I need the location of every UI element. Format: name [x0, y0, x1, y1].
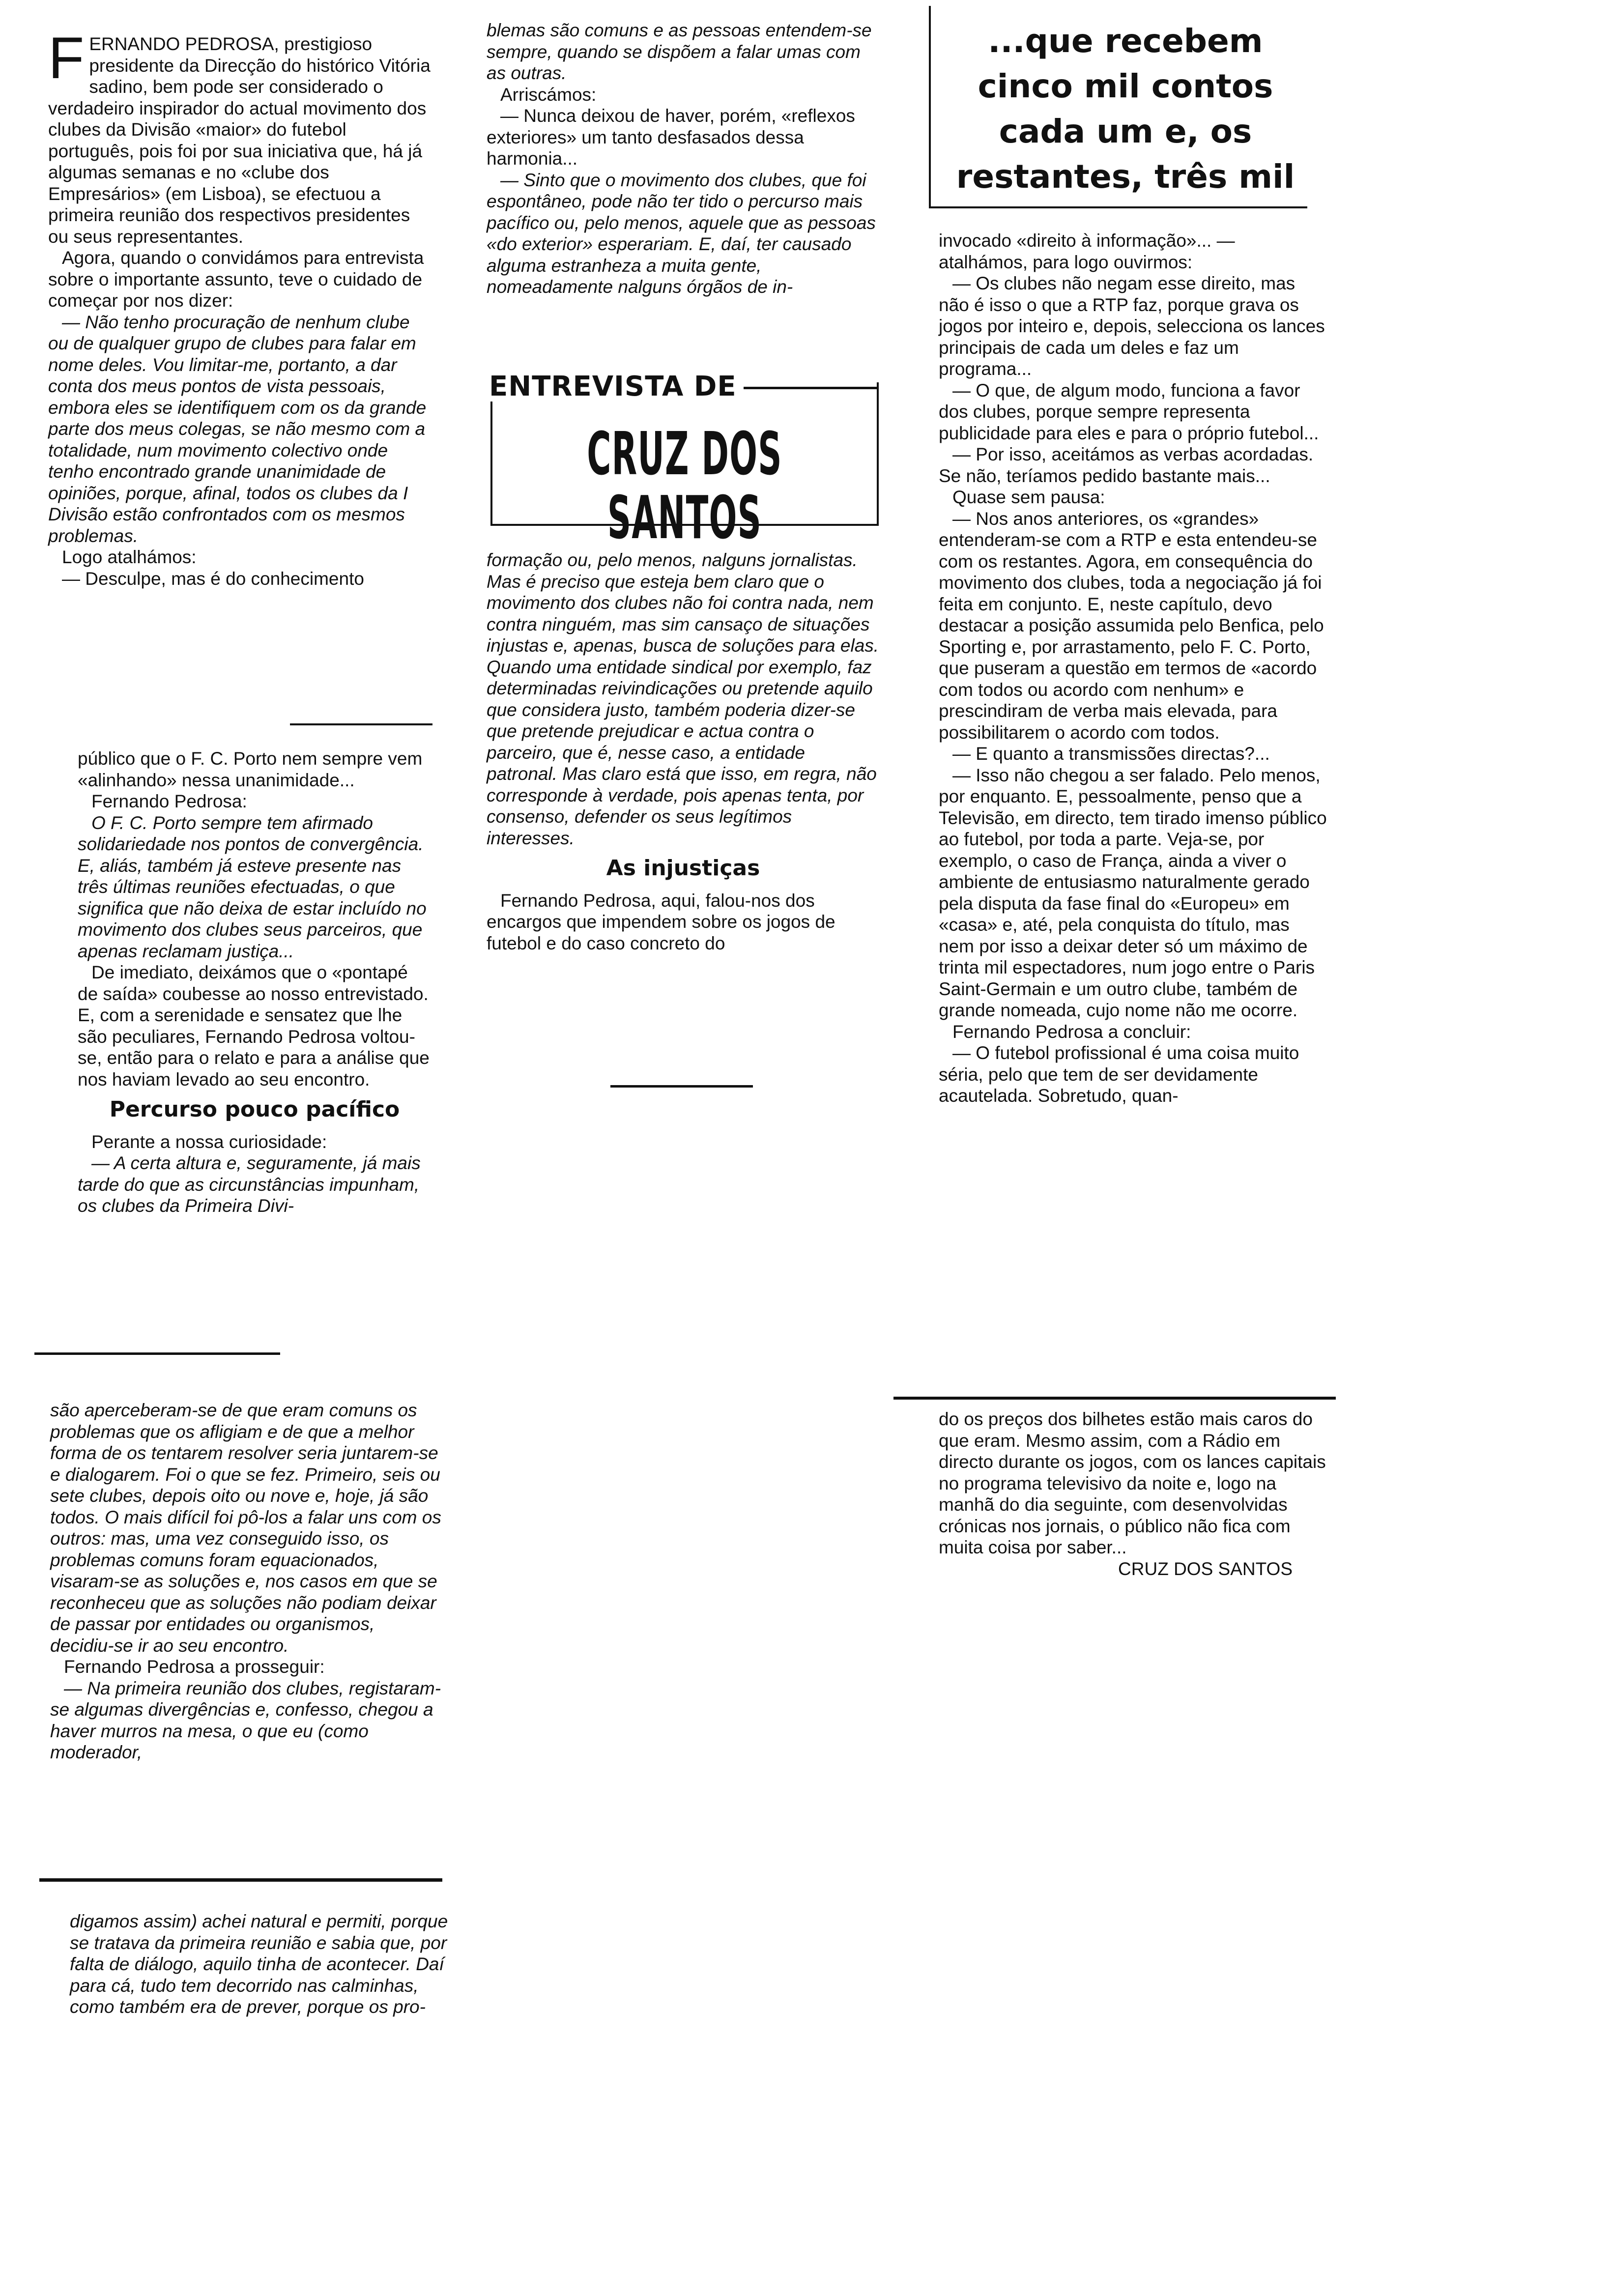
paragraph: Quase sem pausa: [952, 487, 1105, 507]
paragraph: Fernando Pedrosa a prosseguir: [64, 1657, 325, 1677]
column-1-lower [50, 1400, 443, 1763]
interview-name: CRUZ DOS SANTOS [587, 420, 782, 552]
quote-paragraph: O F. C. Porto sempre tem afirmado solidariedade nos pontos de convergência. E, aliás, também já esteve presente nas três últimas reuniões efectuadas, o que significa que não deixa de estar incluído no movimento dos clubes seus parceiros, que apenas reclamam justiça... [78, 812, 427, 961]
paragraph: — E quanto a transmissões directas?... [952, 744, 1270, 764]
subheading-percurso: Percurso pouco pacífico [109, 1097, 400, 1122]
paragraph: — O futebol profissional é uma coisa muito séria, pelo que tem de ser devidamente acautelada. Sobretudo, quan- [939, 1043, 1299, 1106]
interview-label: ENTREVISTA DE [489, 372, 744, 402]
quote-paragraph: — A certa altura e, seguramente, já mais tarde do que as circunstâncias impunham, os clubes da Primeira Divi- [78, 1153, 421, 1216]
column-divider-rule [39, 1878, 442, 1882]
paragraph: — Nunca deixou de haver, porém, «reflexos exteriores» um tanto desfasados dessa harmonia... [487, 106, 855, 169]
column-1-bottom [70, 1911, 458, 2018]
lead-paragraph: FERNANDO PEDROSA, prestigioso presidente da Direcção do histórico Vitória sadino, bem pode ser considerado o verdadeiro inspirador do actual movimento dos clubes da Divisão «maior» do futebol português, pois foi por sua iniciativa que, há já algumas semanas e no «clube dos Empresários» (em Lisboa), se efectuou a primeira reunião dos respectivos presidentes ou seus representantes. [48, 25, 431, 247]
column-divider-rule [34, 1352, 280, 1355]
paragraph: De imediato, deixámos que o «pontapé de saída» coubesse ao nosso entrevistado. E, com a serenidade e sensatez que lhe são peculiares, Fernando Pedrosa voltou-se, então para o relato e para a análise que nos haviam levado ao seu encontro. [78, 962, 430, 1090]
paragraph: — O que, de algum modo, funciona a favor dos clubes, porque sempre representa publicidade para eles e para o próprio futebol... [939, 380, 1319, 443]
column-2-lower [487, 549, 880, 954]
paragraph: do os preços dos bilhetes estão mais caros do que eram. Mesmo assim, com a Rádio em directo durante os jogos, com os lances capitais no programa televisivo da noite e, logo na manhã do dia seguinte, com desenvolvidas crónicas nos jornais, o público não fica com muita coisa por saber... [939, 1409, 1326, 1557]
paragraph: Fernando Pedrosa: [91, 791, 247, 811]
quote-paragraph: são aperceberam-se de que eram comuns os problemas que os afligiam e de que a melhor forma de os tentarem resolver seria juntarem-se e dialogarem. Foi o que se fez. Primeiro, seis ou sete clubes, depois oito ou nove e, hoje, já são todos. O mais difícil foi pô-los a falar uns com os outros: mas, uma vez conseguido isso, os problemas comuns foram equacionados, visaram-se as soluções e, nos casos em que se reconheceu que as soluções não podiam deixar de passar por entidades ou organismos, decidiu-se ir ao seu encontro. [50, 1400, 441, 1656]
drop-cap: F [48, 25, 85, 91]
column-2-top [487, 20, 880, 298]
paragraph: invocado «direito à informação»... — atalhámos, para logo ouvirmos: [939, 230, 1235, 272]
paragraph: público que o F. C. Porto nem sempre vem «alinhando» nessa unanimidade... [78, 748, 423, 790]
headline: ...que recebem cinco mil contos cada um e, os restantes, três mil [956, 22, 1295, 196]
column-1-top [48, 25, 432, 589]
byline: CRUZ DOS SANTOS [1118, 1558, 1293, 1579]
column-end-rule [610, 1085, 753, 1088]
column-3-top [939, 230, 1327, 1107]
quote-paragraph: digamos assim) achei natural e permiti, porque se tratava da primeira reunião e sabia que, por falta de diálogo, aquilo tinha de acontecer. Daí para cá, tudo tem decorrido nas calminhas, como também era de prever, porque os pro- [70, 1911, 448, 2017]
column-1-middle [78, 748, 432, 1217]
column-divider-rule [290, 723, 432, 725]
paragraph: — Por isso, aceitámos as verbas acordadas. Se não, teríamos pedido bastante mais... [939, 444, 1314, 486]
quote-paragraph: — Não tenho procuração de nenhum clube ou de qualquer grupo de clubes para falar em nome deles. Vou limitar-me, portanto, a dar conta dos meus pontos de vista pessoais, embora eles se identifiquem com os da grande parte dos meus colegas, se não mesmo com a totalidade, num movimento colectivo onde tenho encontrado grande unanimidade de opiniões, porque, afinal, todos os clubes da I Divisão estão confrontados com os mesmos problemas. [48, 312, 427, 546]
quote-paragraph: — Na primeira reunião dos clubes, registaram-se algumas divergências e, confesso, chegou a haver murros na mesa, o que eu (como moderador, [50, 1678, 441, 1762]
paragraph: Logo atalhámos: [62, 547, 197, 567]
paragraph: Fernando Pedrosa, aqui, falou-nos dos encargos que impendem sobre os jogos de futebol e do caso concreto do [487, 890, 835, 953]
paragraph: Arriscámos: [500, 84, 597, 105]
paragraph: — Isso não chegou a ser falado. Pelo menos, por enquanto. E, pessoalmente, penso que a Televisão, em directo, tem tirado imenso público ao futebol, por toda a parte. Veja-se, por exemplo, o caso de França, ainda a viver o ambiente de entusiasmo naturalmente gerado pela disputa da fase final do «Europeu» em «casa» e, até, pela conquista do título, mas nem por isso a deixar deter só um máximo de trinta mil espectadores, num jogo entre o Paris Saint-Germain e um outro clube, também de grande nomeada, cujo nome não me ocorre. [939, 765, 1327, 1020]
quote-paragraph: blemas são comuns e as pessoas entendem-se sempre, quando se dispõem a falar umas com as outras. [487, 20, 872, 83]
paragraph: Fernando Pedrosa a concluir: [952, 1021, 1191, 1042]
subheading-injusticas: As injustiças [606, 856, 760, 881]
paragraph: — Nos anos anteriores, os «grandes» entenderam-se com a RTP e esta entendeu-se com os restantes. Agora, em consequência do movimento dos clubes, toda a negociação já foi feita em conjunto. E, neste capítulo, devo destacar a posição assumida pelo Benfica, pelo Sporting e, por arrastamento, pelo F. C. Porto, que puseram a questão em termos de «acordo com todos ou acordo com nenhum» e prescindiram de verba mais elevada, para possibilitarem o acordo com todos. [939, 508, 1324, 743]
quote-paragraph: — Sinto que o movimento dos clubes, que foi espontâneo, pode não ter tido o percurso mais pacífico ou, pelo menos, aquele que as pessoas «do exterior» esperariam. E, daí, ter causado alguma estranheza a muita gente, nomeadamente nalguns órgãos de in- [487, 170, 876, 297]
paragraph: — Desculpe, mas é do conhecimento [62, 568, 364, 589]
column-3-bottom [939, 1408, 1327, 1579]
column-divider-rule [893, 1397, 1336, 1400]
paragraph: Perante a nossa curiosidade: [91, 1131, 327, 1152]
paragraph: — Os clubes não negam esse direito, mas não é isso o que a RTP faz, porque grava os jogos por inteiro e, depois, selecciona os lances principais de cada um deles e faz um programa... [939, 273, 1325, 379]
paragraph: Agora, quando o convidámos para entrevista sobre o importante assunto, teve o cuidado de começar por nos dizer: [48, 248, 424, 311]
quote-paragraph: formação ou, pelo menos, nalguns jornalistas. Mas é preciso que esteja bem claro que o movimento dos clubes não foi contra nada, nem contra ninguém, mas sim cansaço de situações injustas e, apenas, busca de soluções para elas. Quando uma entidade sindical por exemplo, faz determinadas reivindicações ou pretende aquilo que considera justo, também poderia dizer-se que pretende prejudicar e actua contra o parceiro, que é, nesse caso, a entidade patronal. Mas claro está que isso, em regra, não corresponde à verdade, pois apenas tenta, por consenso, defender os seus legítimos interesses. [487, 550, 879, 848]
